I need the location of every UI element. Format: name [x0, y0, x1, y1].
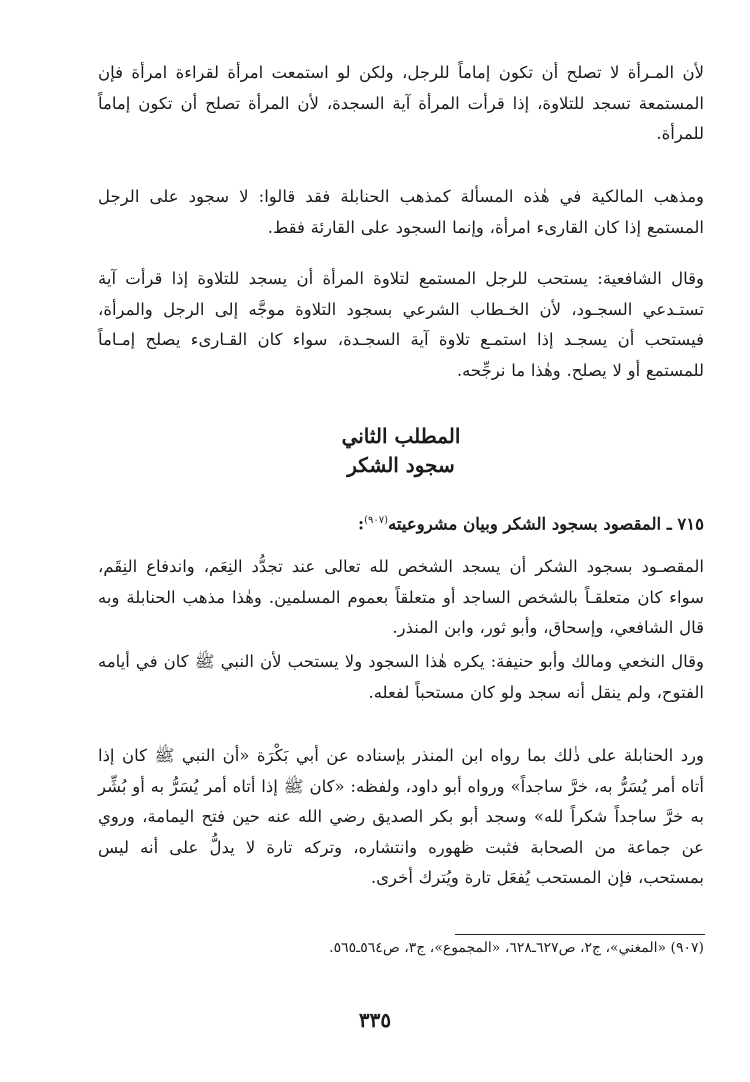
- page-number: ٣٣٥: [358, 1008, 392, 1032]
- topic-heading: سجود الشكر: [347, 453, 455, 477]
- chapter-heading: المطلب الثاني: [341, 424, 461, 448]
- paragraph-shafii-view: وقال الشافعية: يستحب للرجل المستمع لتلاوة المرأة أن يسجد للتلاوة إذا قرأت آية تستـدعي السجـود، لأن الخـطاب الشرعي بسجود التلاوة موجَّه إلى الرجل والمرأة، فيستحب أن يسجـد إذا استمـع تلاوة آية السجـدة، سواء كان القـارىء يصلح إمـاماً للمستمع أو لا يصلح. وهٰذا ما نرجِّحه.: [98, 269, 704, 380]
- section-title-suffix: :: [358, 514, 365, 534]
- footnote-reference: (٩٠٧): [364, 515, 389, 526]
- section-title: [358, 508, 704, 538]
- paragraph-hanbali-response: ورد الحنابلة على ذٰلك بما رواه ابن المنذر بإسناده عن أبي بَكْرَة «أن النبي ﷺ كان إذا أتاه أمر يُسَرُّ به، خرَّ ساجداً» ورواه أبو داود، ولفظه: «كان ﷺ إذا أتاه أمر يُسَرُّ به أو بُشِّر به خرَّ ساجداً شكراً لله» وسجد أبو بكر الصديق رضي الله عنه حين فتح اليمامة، وروي عن جماعة من الصحابة فثبت ظهوره وانتشاره، وتركه تارة لا يدلُّ على أنه ليس بمستحب، فإن المستحب يُفعَل تارة ويُترك أخرى.: [98, 746, 704, 887]
- paragraph-women-recitation: لأن المـرأة لا تصلح أن تكون إماماً للرجل، ولكن لو استمعت امرأة لقراءة امرأة فإن المستمعة تسجد للتلاوة، إذا قرأت المرأة آية السجدة، لأن المرأة تصلح أن تكون إماماً للمرأة.: [98, 63, 704, 143]
- paragraph-definition: المقصـود بسجود الشكر أن يسجد الشخص لله تعالى عند تجدُّد النِعَم، واندفاع النِقَم، سواء كان متعلقـاً بالشخص الساجد أو متعلقاً بعموم المسلمين. وهٰذا مذهب الحنابلة وبه قال الشافعي، وإسحاق، وأبو ثور، وابن المنذر.: [98, 557, 704, 637]
- section-title-text: ٧١٥ ـ المقصود بسجود الشكر وبيان مشروعيته: [388, 514, 704, 534]
- paragraph-maliki-view: ومذهب المالكية في هٰذه المسألة كمذهب الحنابلة فقد قالوا: لا سجود على الرجل المستمع إذا كان القارىء امرأة، وإنما السجود على القارئة فقط.: [98, 187, 704, 237]
- footnote: (٩٠٧) «المغني»، ج٢، ص٦٢٧ـ٦٢٨، «المجموع»، ج٣، ص٥٦٤ـ٥٦٥.: [329, 940, 704, 956]
- paragraph-hanafi-view: وقال النخعي ومالك وأبو حنيفة: يكره هٰذا السجود ولا يستحب لأن النبي ﷺ كان في أيامه الفتوح، ولم ينقل أنه سجد ولو كان مستحباً لفعله.: [98, 652, 704, 702]
